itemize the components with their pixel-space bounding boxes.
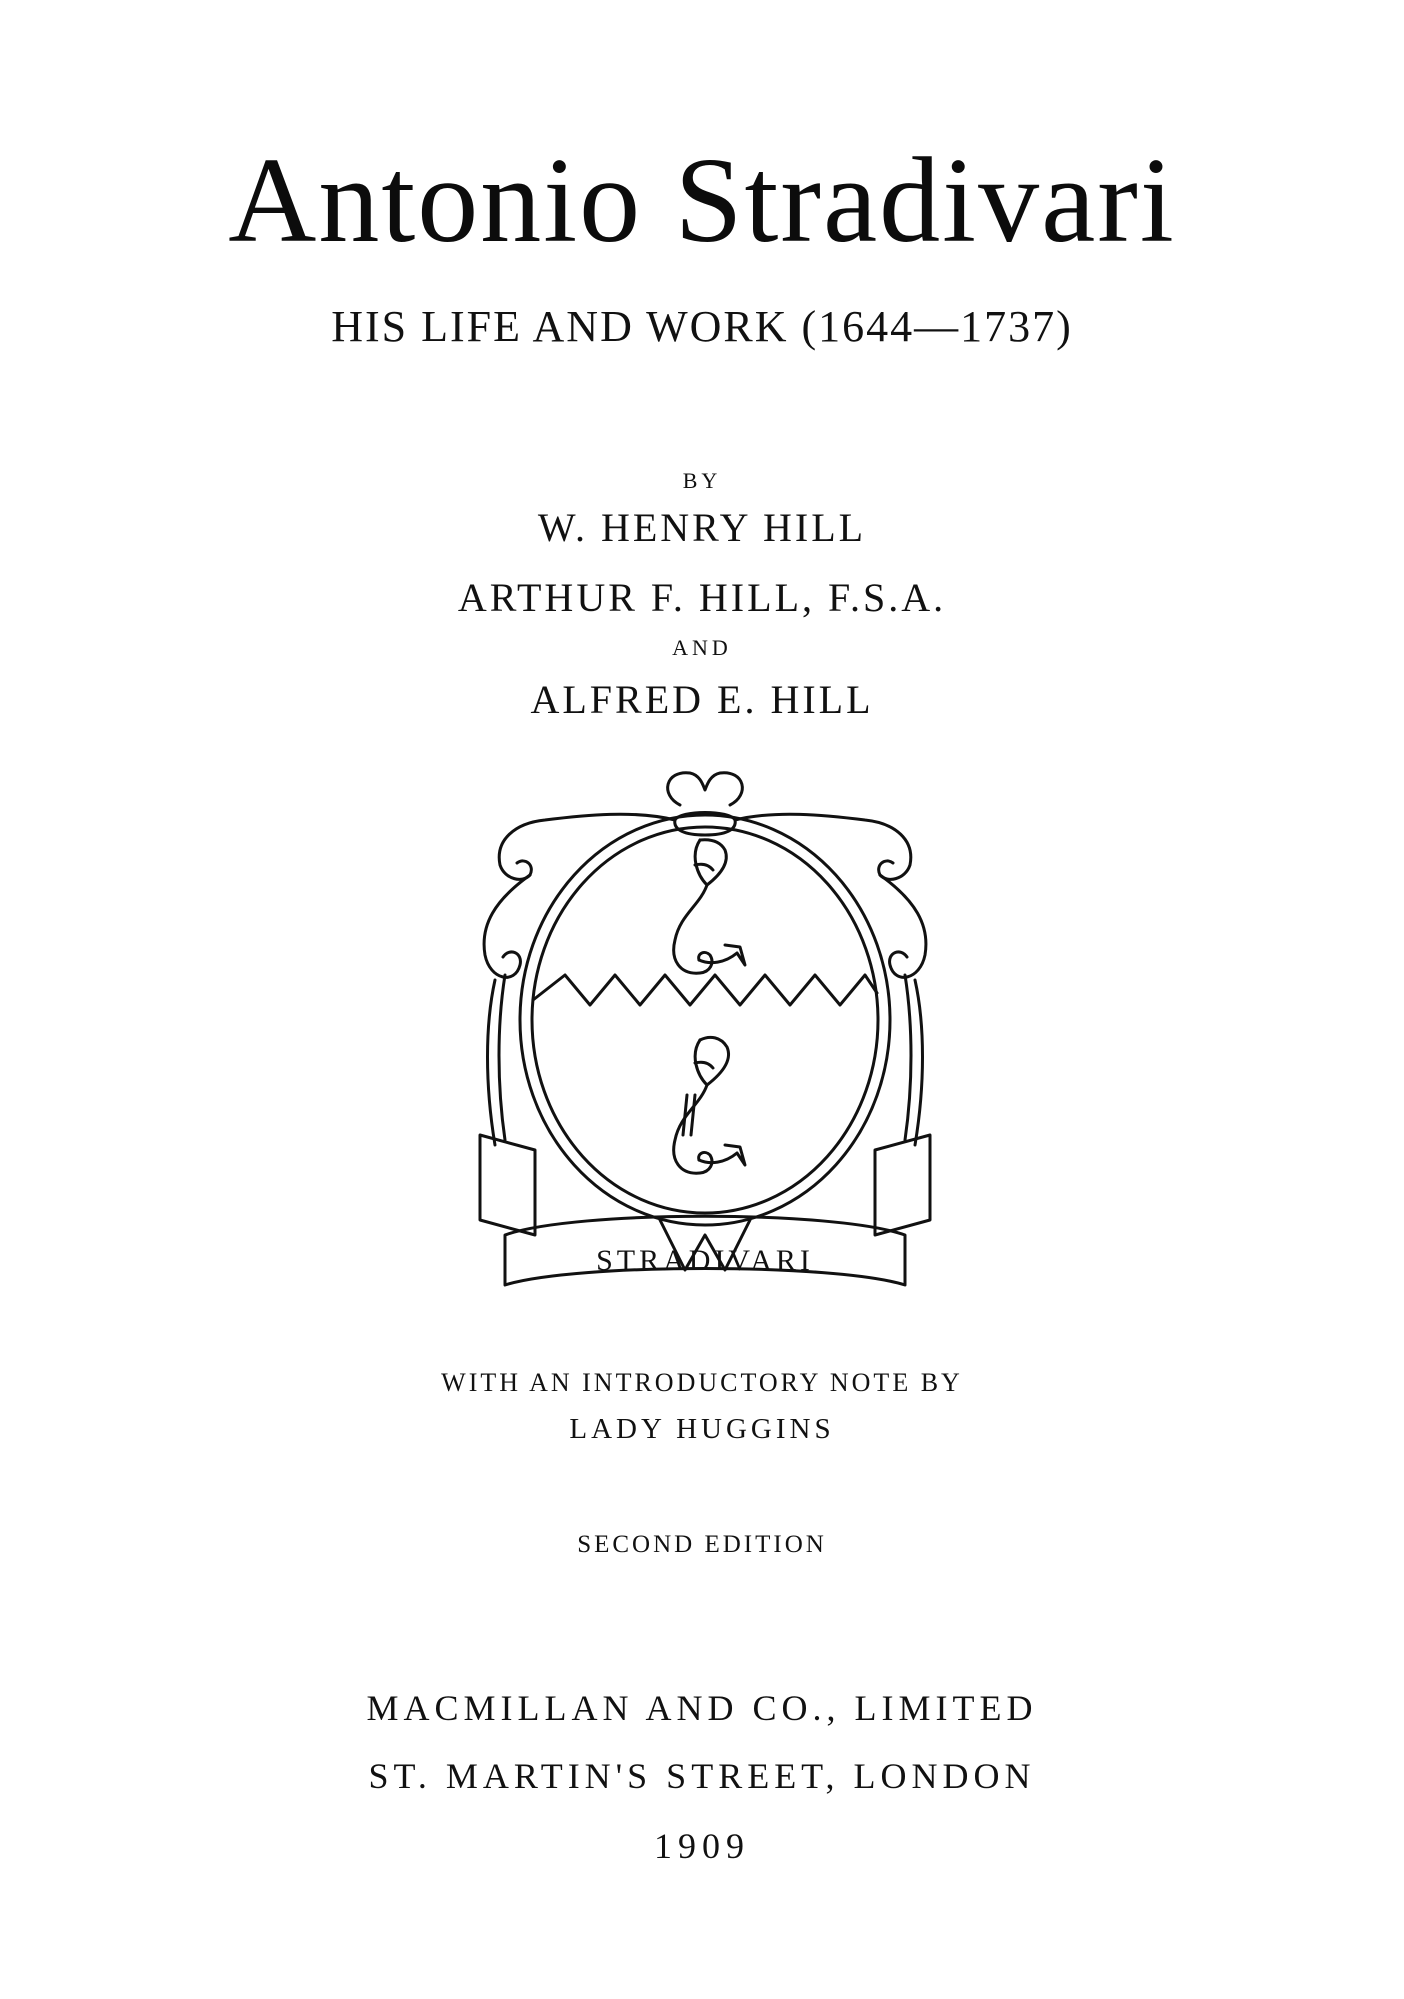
book-title: Antonio Stradivari xyxy=(228,133,1176,268)
publisher-name: MACMILLAN AND CO., LIMITED xyxy=(366,1688,1038,1728)
introduction-author: LADY HUGGINS xyxy=(569,1413,835,1445)
book-subtitle: HIS LIFE AND WORK (1644—1737) xyxy=(331,302,1073,351)
publisher-address: ST. MARTIN'S STREET, LONDON xyxy=(368,1756,1036,1796)
publication-year: 1909 xyxy=(654,1826,750,1866)
crest-banner-text: STRADIVARI xyxy=(596,1244,814,1277)
introductory-note-line: WITH AN INTRODUCTORY NOTE BY xyxy=(441,1368,963,1397)
by-label: BY xyxy=(682,468,722,493)
author-2: ARTHUR F. HILL, F.S.A. xyxy=(457,575,947,620)
author-3: ALFRED E. HILL xyxy=(530,677,874,722)
coat-of-arms-icon xyxy=(475,765,935,1305)
and-label: AND xyxy=(672,635,732,660)
edition-label: SECOND EDITION xyxy=(577,1531,827,1558)
author-1: W. HENRY HILL xyxy=(537,505,867,550)
